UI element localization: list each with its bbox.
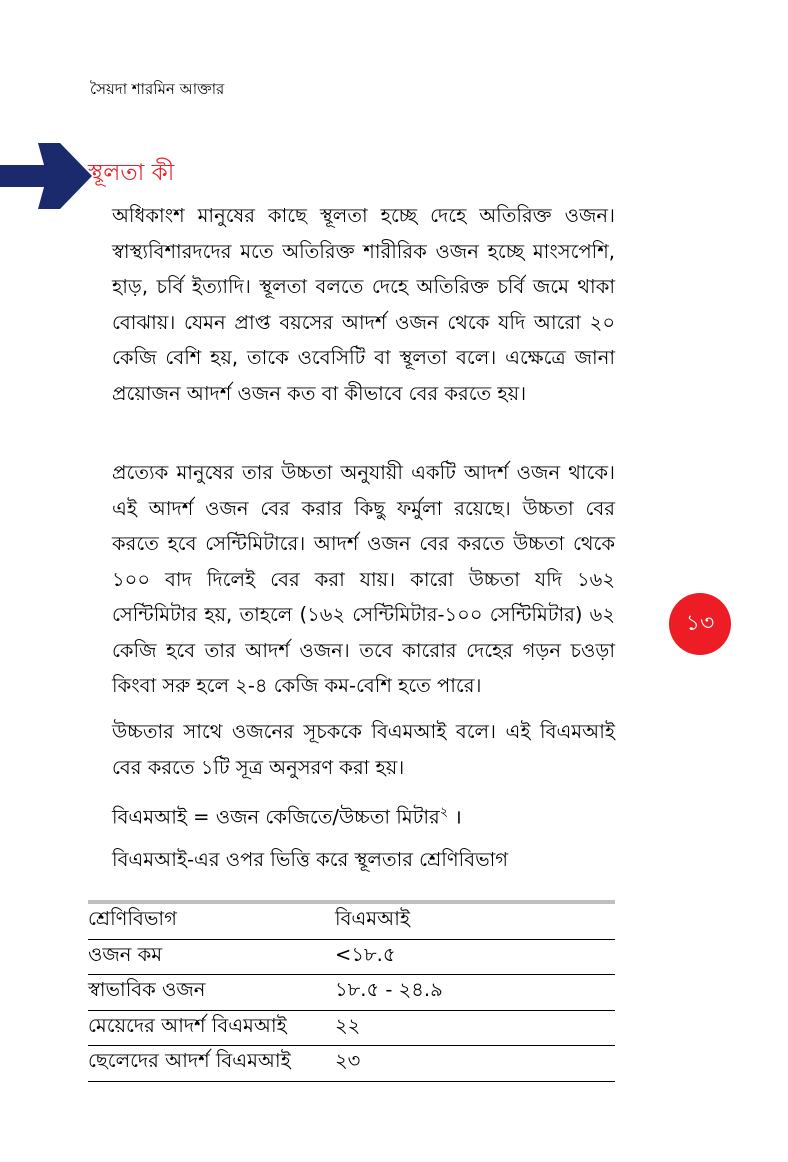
table-cell-bmi: ১৮.৫ - ২৪.৯ bbox=[335, 978, 443, 1002]
bmi-formula-end: । bbox=[448, 805, 462, 829]
bmi-formula-exponent: ২ bbox=[439, 805, 449, 820]
table-header-row bbox=[88, 904, 615, 940]
section-title: স্থূলতা কী bbox=[88, 160, 175, 186]
table-row bbox=[88, 1046, 615, 1082]
table-cell-bmi: <১৮.৫ bbox=[335, 942, 396, 966]
table-row bbox=[88, 1011, 615, 1047]
table-cell-category: স্বাভাবিক ওজন bbox=[88, 978, 206, 1002]
paragraph-ideal-weight: প্রত্যেক মানুষের তার উচ্চতা অনুযায়ী একটি আদর্শ ওজন থাকে। এই আদর্শ ওজন বের করার কিছু ফর্মুলা রয়েছে। উচ্চতা বের করতে হবে সেন্টিমিটারে। আদর্শ ওজন বের করতে উচ্চতা থেকে ১০০ বাদ দিলেই বের করা যায়। কারো উচ্চতা যদি ১৬২ সেন্টিমিটার হয়, তাহলে (১৬২ সেন্টিমিটার-১০০ সেন্টিমিটার) ৬২ কেজি হবে তার আদর্শ ওজন। তবে কারোর দেহের গড়ন চওড়া কিংবা সরু হলে ২-৪ কেজি কম-বেশি হতে পারে। bbox=[112, 461, 615, 697]
paragraph-classification-intro: বিএমআই-এর ওপর ভিত্তি করে স্থূলতার শ্রেণিবিভাগ bbox=[112, 848, 509, 871]
table-cell-category: ওজন কম bbox=[88, 942, 163, 966]
page-number-badge: ১৩ bbox=[669, 593, 731, 655]
paragraph-obesity-definition: অধিকাংশ মানুষের কাছে স্থূলতা হচ্ছে দেহে অতিরিক্ত ওজন। স্বাস্থ্যবিশারদদের মতে অতিরিক্ত শারীরিক ওজন হচ্ছে মাংসপেশি, হাড়, চর্বি ইত্যাদি। স্থূলতা বলতে দেহে অতিরিক্ত চর্বি জমে থাকা বোঝায়। যেমন প্রাপ্ত বয়সের আদর্শ ওজন থেকে যদি আরো ২০ কেজি বেশি হয়, তাকে ওবেসিটি বা স্থূলতা বলে। এক্ষেত্রে জানা প্রয়োজন আদর্শ ওজন কত বা কীভাবে বের করতে হয়। bbox=[112, 204, 615, 405]
table-cell-bmi: ২২ bbox=[335, 1013, 361, 1037]
table-cell-category: ছেলেদের আদর্শ বিএমআই bbox=[88, 1049, 291, 1073]
arrow-right-icon bbox=[0, 143, 92, 209]
table-header-category: শ্রেণিবিভাগ bbox=[88, 907, 177, 931]
table-row bbox=[88, 975, 615, 1011]
paragraph-bmi-intro: উচ্চতার সাথে ওজনের সূচককে বিএমআই বলে। এই বিএমআই বের করতে ১টি সূত্র অনুসরণ করা হয়। bbox=[112, 720, 615, 779]
author-name: সৈয়দা শারমিন আক্তার bbox=[90, 80, 225, 98]
table-header-bmi: বিএমআই bbox=[335, 907, 410, 931]
table-cell-bmi: ২৩ bbox=[335, 1049, 361, 1073]
bmi-formula bbox=[112, 795, 615, 835]
table-row bbox=[88, 940, 615, 976]
bmi-classification-table bbox=[88, 900, 615, 1082]
table-cell-category: মেয়েদের আদর্শ বিএমআই bbox=[88, 1013, 287, 1037]
bmi-formula-text: বিএমআই = ওজন কেজিতে/উচ্চতা মিটার bbox=[112, 805, 440, 829]
